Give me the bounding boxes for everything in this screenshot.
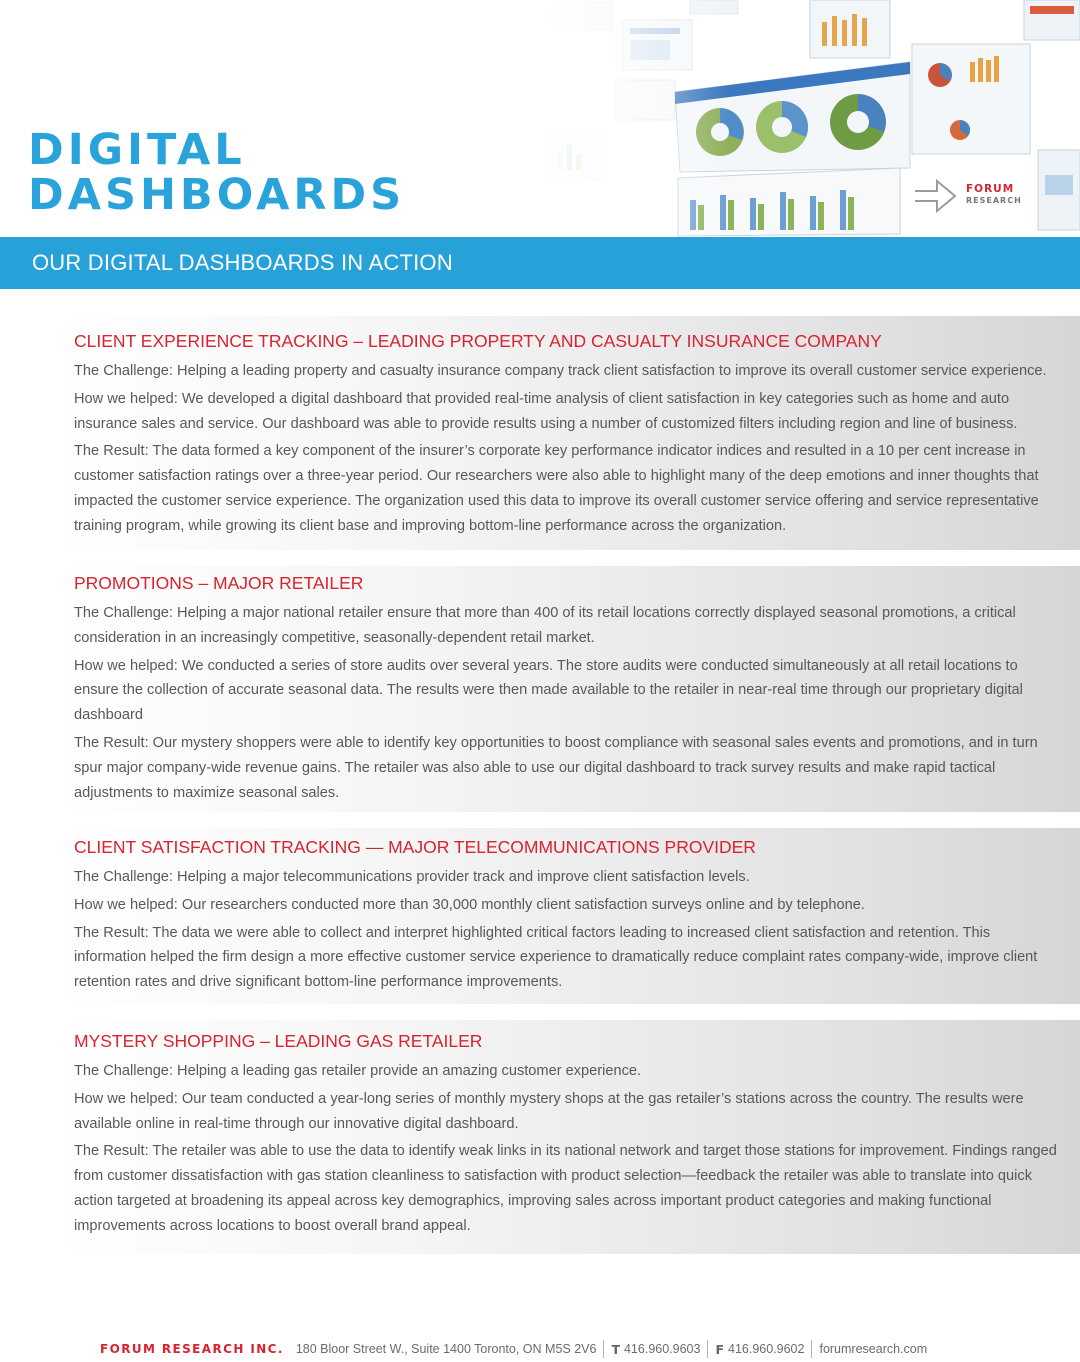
phone-label: T — [611, 1341, 620, 1357]
title-line-2: DASHBOARDS — [28, 170, 406, 220]
case-study-card — [56, 828, 1080, 1004]
case-how-we-helped: How we helped: Our researchers conducted more than 30,000 monthly client satisfaction surveys online and by telephone. — [74, 896, 865, 913]
footer-company: FORUM RESEARCH INC. — [100, 1342, 284, 1356]
footer-divider — [603, 1340, 604, 1358]
case-study-card — [56, 566, 1080, 812]
footer-divider — [707, 1340, 708, 1358]
case-result: The Result: The data we were able to collect and interpret highlighted critical factors leading to increased client satisfaction and retention. This information helped the firm design a more effective customer service experience to dramatically reduce complaint rates company-wide, improve client retention rates and drive significant bottom-line performance improvements. — [74, 924, 1038, 991]
case-result: The Result: The retailer was able to use the data to identify weak links in its national network and target those stations for improvement. Findings ranged from customer dissatisfaction with gas station cleanliness to satisfaction with product selection—feedback the retailer was able to translate into quick action targeted at broadening its appeal across key demographics, improving sales across important product categories and making functional improvements across locations to boost overall brand appeal. — [74, 1143, 1057, 1234]
page-header — [0, 0, 1080, 237]
logo-line-2: RESEARCH — [966, 196, 1022, 205]
footer-address: 180 Bloor Street W., Suite 1400 Toronto, ON M5S 2V6 — [295, 1342, 597, 1356]
case-how-we-helped: How we helped: We conducted a series of store audits over several years. The store audits were conducted simultaneously at all retail locations to ensure the collection of accurate seasonal data. The results were then made available to the retailer in near-real time through our proprietary digital dashboard — [74, 657, 1023, 724]
case-challenge: The Challenge: Helping a leading property and casualty insurance company track client satisfaction to improve its overall customer service experience. — [74, 363, 1047, 379]
page-title — [28, 125, 406, 220]
case-result: The Result: Our mystery shoppers were able to identify key opportunities to boost compliance with seasonal sales events and promotions, and in turn spur major company-wide revenue gains. The retailer was also able to use our digital dashboard to track survey results and make rapid tactical adjustments to maximize seasonal sales. — [74, 734, 1038, 801]
case-title: MYSTERY SHOPPING – LEADING GAS RETAILER — [74, 1031, 483, 1051]
case-challenge: The Challenge: Helping a major telecommunications provider track and improve client satisfaction levels. — [74, 869, 750, 885]
arrow-right-icon — [913, 176, 959, 216]
case-challenge: The Challenge: Helping a major national retailer ensure that more than 400 of its retail locations correctly displayed seasonal promotions, a critical consideration in an increasingly competitive, seasonally-dependent retail market. — [74, 605, 1016, 646]
case-title: CLIENT SATISFACTION TRACKING — MAJOR TELECOMMUNICATIONS PROVIDER — [74, 837, 756, 857]
case-study-card — [56, 1020, 1080, 1254]
page-footer — [100, 1339, 927, 1359]
forum-research-logo — [966, 184, 1022, 206]
footer-divider — [811, 1340, 812, 1358]
footer-fax: 416.960.9602 — [728, 1342, 805, 1356]
case-title: CLIENT EXPERIENCE TRACKING – LEADING PROPERTY AND CASUALTY INSURANCE COMPANY — [74, 331, 882, 351]
footer-website-link[interactable]: forumresearch.com — [819, 1342, 928, 1356]
section-title: OUR DIGITAL DASHBOARDS IN ACTION — [32, 250, 453, 275]
fax-label: F — [715, 1341, 724, 1357]
title-line-1: DIGITAL — [28, 125, 246, 175]
case-challenge: The Challenge: Helping a leading gas retailer provide an amazing customer experience. — [74, 1063, 642, 1079]
case-how-we-helped: How we helped: Our team conducted a year-long series of monthly mystery shops at the gas retailer’s stations across the country. The results were available online in real-time through our innovative digital dashboard. — [74, 1090, 1024, 1132]
logo-line-1: FORUM — [966, 183, 1015, 195]
footer-phone: 416.960.9603 — [623, 1342, 701, 1356]
case-title: PROMOTIONS – MAJOR RETAILER — [74, 573, 364, 593]
case-result: The Result: The data formed a key component of the insurer’s corporate key performance indicator indices and resulted in a 10 per cent increase in customer satisfaction ratings over a three-year period. Our researchers were also able to highlight many of the deep emotions and inner thoughts that impacted the customer service experience. The organization used this data to improve its overall customer service offering and service representative training program, while growing its client base and improving bottom-line performance across the organization. — [74, 443, 1039, 534]
case-study-card — [56, 316, 1080, 550]
section-banner — [0, 237, 1080, 289]
case-how-we-helped: How we helped: We developed a digital dashboard that provided real-time analysis of client satisfaction in key categories such as home and auto insurance sales and service. Our dashboard was able to provide results using a number of customized filters including region and line of business. — [74, 390, 1018, 432]
